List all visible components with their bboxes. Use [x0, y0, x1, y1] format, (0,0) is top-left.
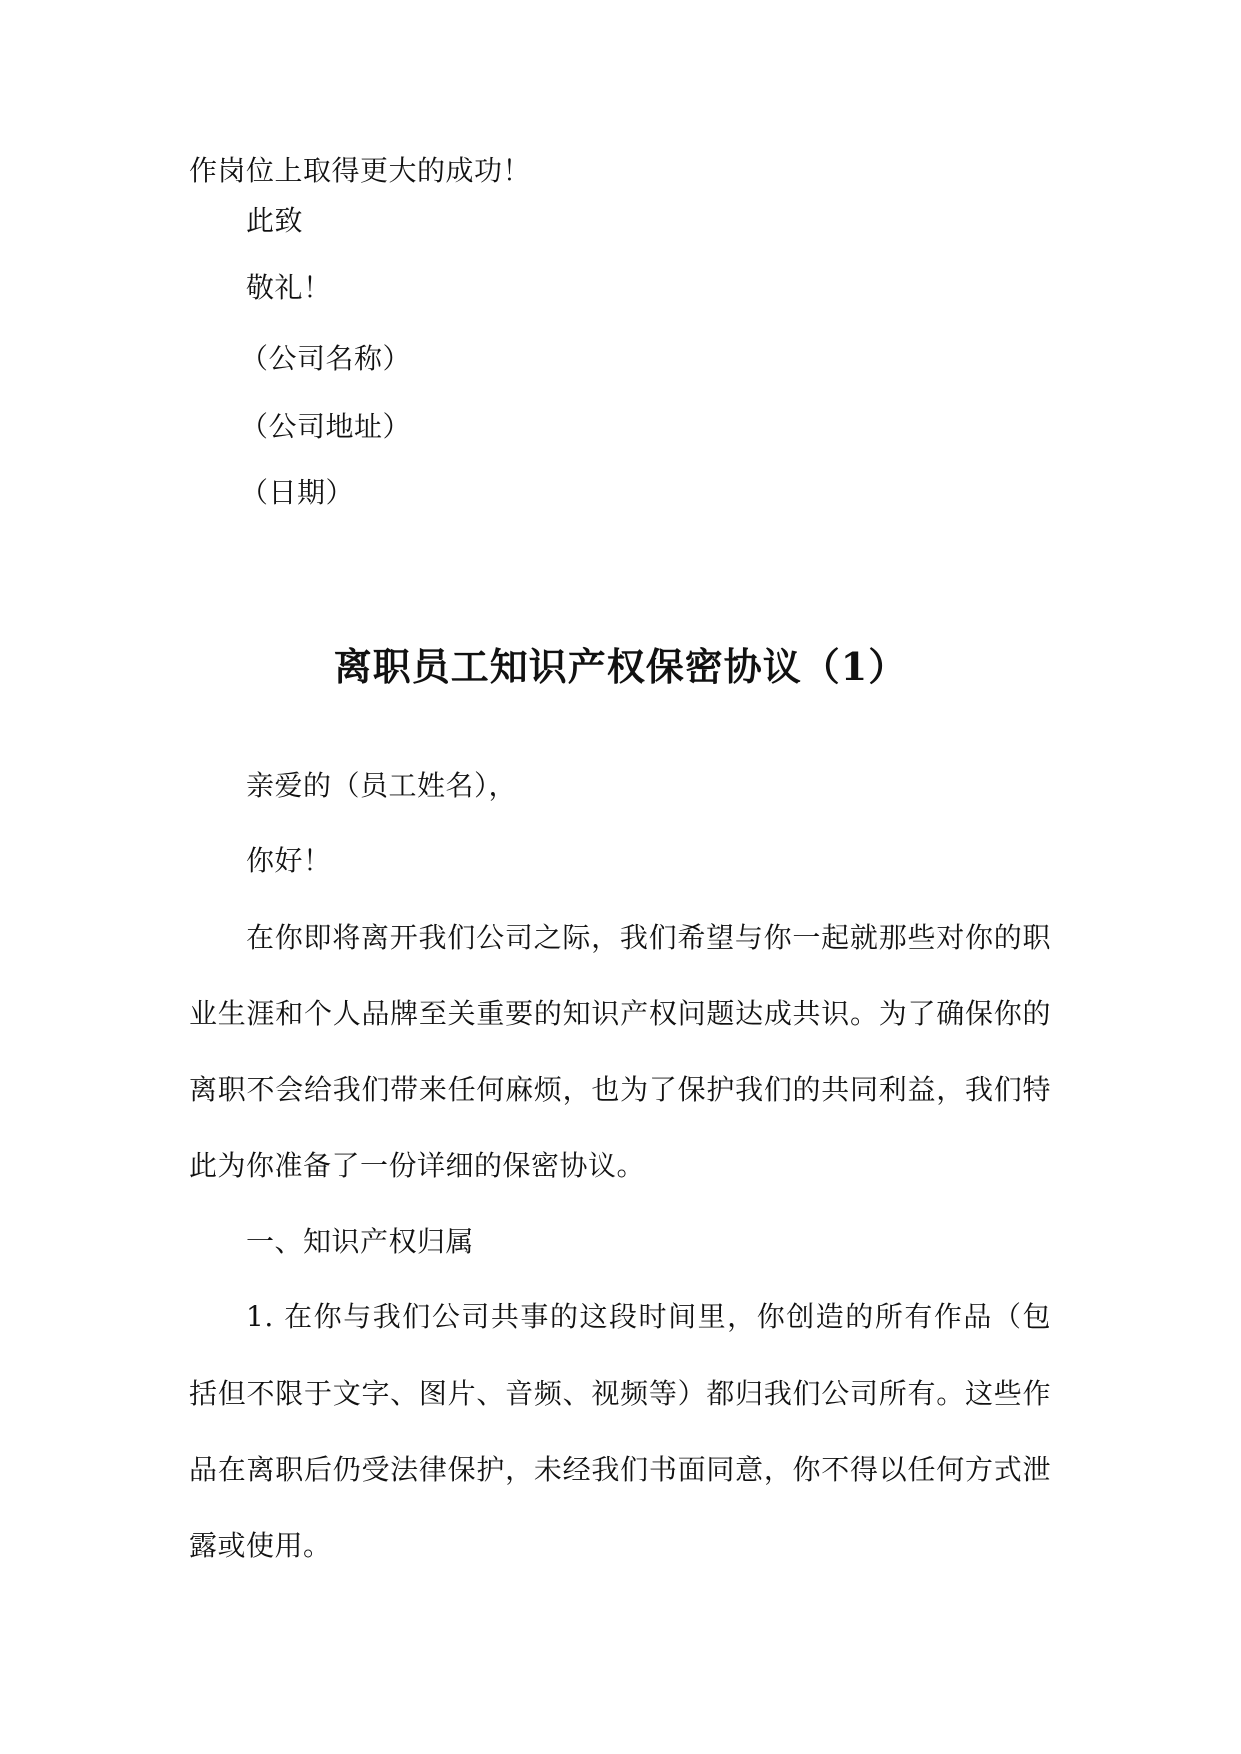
closing-salutation-1: 此致 — [246, 204, 304, 237]
intro-line: 在你即将离开我们公司之际，我们希望与你一起就那些对你的职 — [246, 921, 1051, 954]
intro-line: 离职不会给我们带来任何麻烦，也为了保护我们的共同利益，我们特 — [189, 1073, 1051, 1106]
intro-line: 此为你准备了一份详细的保密协议。 — [189, 1149, 646, 1182]
closing-continuation: 作岗位上取得更大的成功！ — [189, 154, 532, 187]
closing-salutation-2: 敬礼！ — [246, 271, 332, 304]
clause-line: 品在离职后仍受法律保护，未经我们书面同意，你不得以任何方式泄 — [189, 1453, 1051, 1486]
clause-line: 露或使用。 — [189, 1529, 332, 1562]
clause-line: 1. 在你与我们公司共事的这段时间里，你创造的所有作品（包 — [246, 1300, 1051, 1333]
closing-date: （日期） — [240, 476, 355, 509]
closing-company-name: （公司名称） — [240, 342, 412, 375]
section-heading: 一、知识产权归属 — [246, 1225, 475, 1258]
closing-company-address: （公司地址） — [240, 410, 412, 443]
hello-line: 你好！ — [246, 844, 332, 877]
agreement-title: 离职员工知识产权保密协议（1） — [333, 644, 908, 689]
intro-line: 业生涯和个人品牌至关重要的知识产权问题达成共识。为了确保你的 — [189, 997, 1051, 1030]
greeting: 亲爱的（员工姓名）， — [246, 769, 518, 802]
clause-line: 括但不限于文字、图片、音频、视频等）都归我们公司所有。这些作 — [189, 1377, 1051, 1410]
